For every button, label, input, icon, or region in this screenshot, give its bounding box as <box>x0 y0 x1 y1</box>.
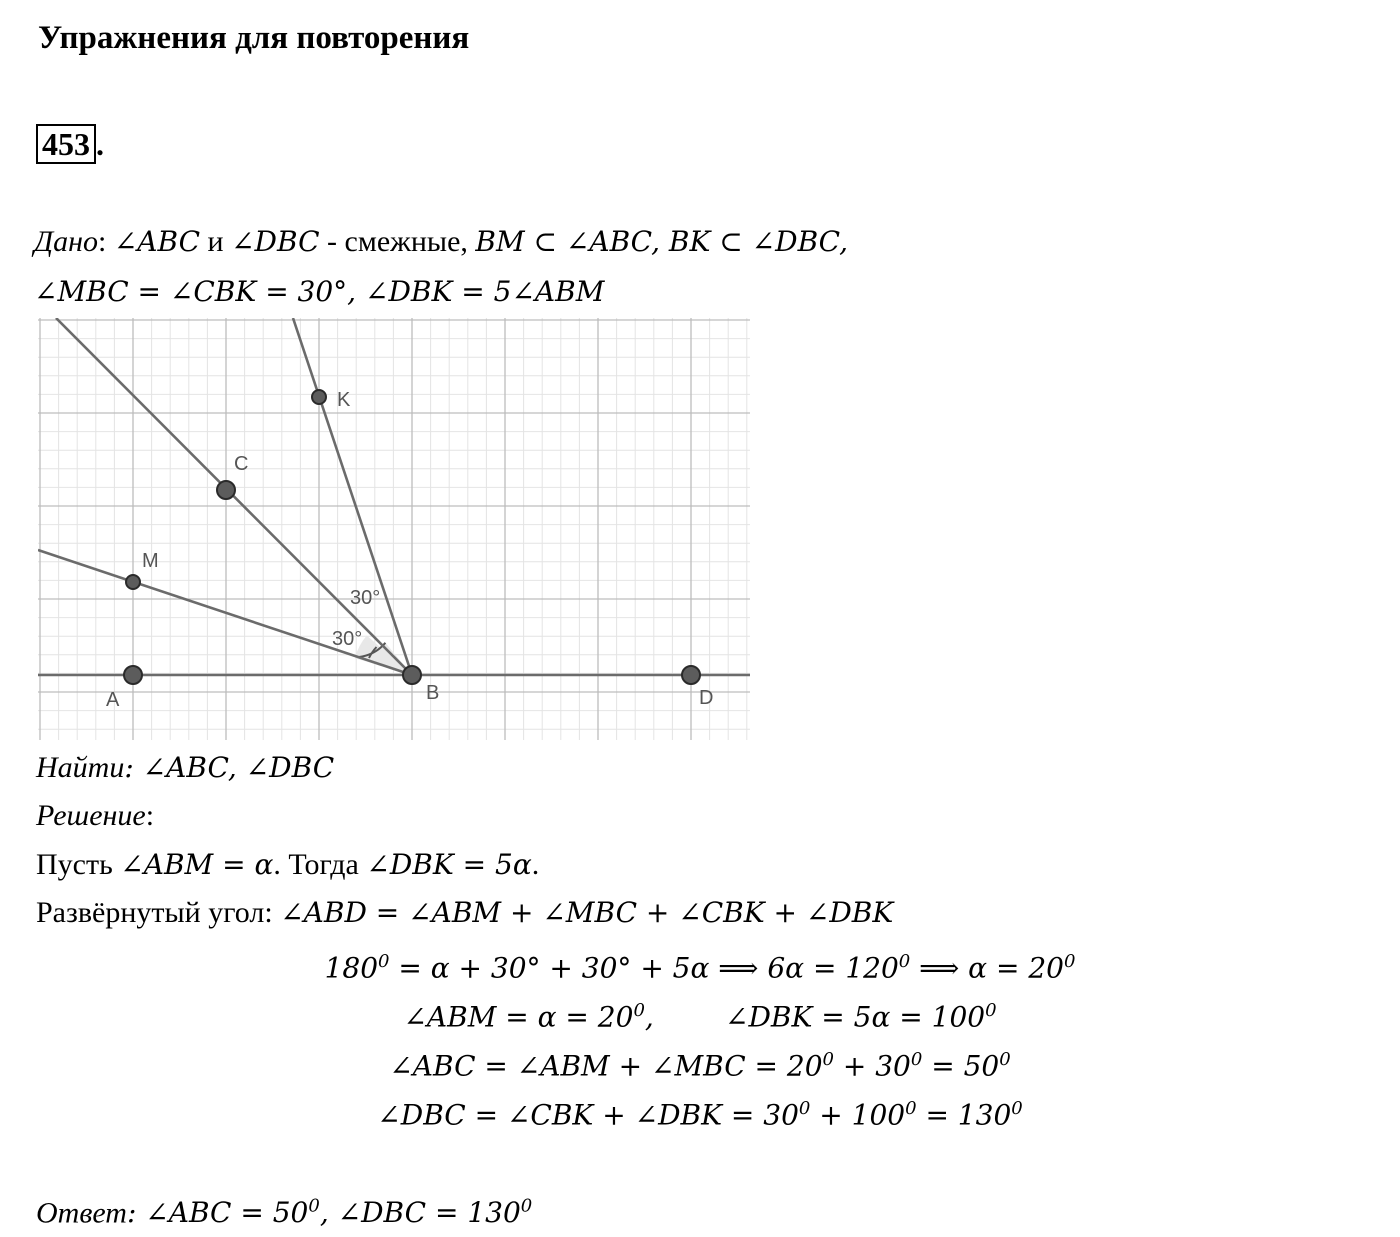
problem-number-dot: . <box>96 126 104 162</box>
given-colon: : <box>97 225 114 258</box>
problem-number-box: 453 <box>36 124 96 164</box>
given-and: и <box>200 225 232 258</box>
point-c <box>217 481 235 499</box>
step1-text-c: . Тогда <box>273 848 367 881</box>
equation-4: ∠DBC = ∠CBK + ∠DBK = $30^0 + 100^0 = 130^0$ <box>377 1098 1023 1132</box>
given-adjacent: - смежные, <box>319 225 476 258</box>
answer-text: : ∠ABC = $50^0$, ∠DBC = $130^0$ <box>126 1196 533 1230</box>
equation-2: ∠ABM = $\alpha = 20^0$, ∠DBK = $5\alpha = 100^0$ <box>403 1000 997 1034</box>
answer-label: Ответ <box>36 1196 127 1230</box>
equation-1: $180^0 = \alpha + 30^\circ + 30^\circ + 5\alpha$ ⟹ $6\alpha = 120^0$ ⟹ $\alpha = 20^0$ <box>324 951 1076 985</box>
given-rays: BM ⊂ ∠ABC, BK ⊂ ∠DBC, <box>475 225 848 258</box>
solution-step-2 <box>36 893 893 933</box>
section-title: Упражнения для повторения <box>38 20 470 56</box>
given-angles: ∠MBC = ∠CBK = 30°, ∠DBK = 5∠ABM <box>34 275 605 308</box>
solution-step-1 <box>36 845 539 885</box>
step2-text-a: Развёрнутый угол: <box>36 896 281 929</box>
given-angle-abc: ∠ABC <box>113 225 201 258</box>
label-a: A <box>106 689 120 711</box>
step2-math-b: ∠ABD = ∠ABM + ∠MBC + ∠CBK + ∠DBK <box>280 896 894 929</box>
angle-label-cbk: 30° <box>350 587 381 609</box>
step1-text-e: . <box>531 848 540 881</box>
point-b <box>403 666 421 684</box>
answer-line <box>36 1187 532 1233</box>
given-line-1 <box>34 222 848 262</box>
find-text: : ∠ABC, ∠DBC <box>124 751 335 784</box>
point-a <box>124 666 142 684</box>
ray-bk <box>293 318 412 675</box>
label-d: D <box>699 687 714 709</box>
geometry-figure <box>38 318 750 740</box>
equation-3: ∠ABC = ∠ABM + ∠MBC = $20^0 + 30^0 = 50^0$ <box>389 1049 1011 1083</box>
label-c: C <box>234 453 249 475</box>
step1-text-a: Пусть <box>36 848 121 881</box>
solution-heading <box>36 796 154 836</box>
point-d <box>682 666 700 684</box>
given-label: Дано <box>34 225 98 258</box>
solution-label: Решение <box>36 799 146 832</box>
angle-label-mbc: 30° <box>332 628 363 650</box>
label-m: M <box>142 550 159 572</box>
find-label: Найти <box>36 751 125 784</box>
solution-colon: : <box>145 799 155 832</box>
label-k: K <box>337 389 351 411</box>
given-angle-dbc: ∠DBC <box>231 225 320 258</box>
given-line-2 <box>34 272 604 312</box>
ray-bc <box>56 318 412 675</box>
point-k <box>312 390 326 404</box>
step1-math-d: ∠DBK = 5α <box>366 848 532 881</box>
label-b: B <box>426 682 440 704</box>
step1-math-b: ∠ABM = α <box>120 848 274 881</box>
point-m <box>126 575 140 589</box>
problem-number <box>36 124 104 164</box>
find-line <box>36 748 334 788</box>
